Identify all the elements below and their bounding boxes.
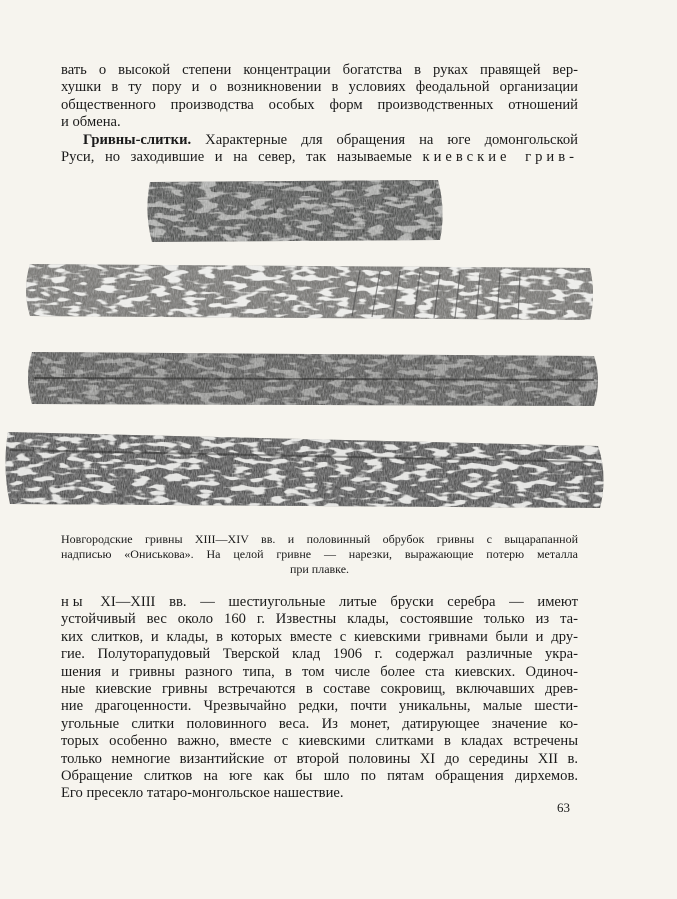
top-paragraph [61, 62, 578, 166]
silver-ingots-photo [0, 170, 677, 520]
caption-line: надписью «Ониськова». На целой гривне — нарезки, выражающие потерю металла [61, 547, 578, 561]
text-line: вать о высокой степени концентрации богатства в руках правящей вер- [61, 62, 578, 78]
ingot-light [20, 260, 600, 324]
text-line: Его пресекло татаро-монгольское нашествие. [61, 785, 344, 802]
text-line: общественного производства особых форм производственных отношений [61, 96, 578, 113]
section-heading-line [61, 132, 578, 149]
figure-caption [61, 532, 578, 577]
section-line-start: Руси, но заходившие и на север, так называемые [61, 149, 423, 166]
page-number: 63 [557, 800, 570, 815]
section-heading: Гривны-слитки. [83, 131, 192, 148]
text-line: ких слитков, и клады, в которых вместе с киевскими гривнами были и дру- [61, 628, 578, 645]
text-line [61, 594, 578, 611]
spaced-term: ны [61, 594, 87, 610]
text-line: шения и гривны разного типа, в том числе более ста киевских. Одиноч- [61, 663, 578, 680]
text-line: Обращение слитков на юге как бы шло по пятам обращения дирхемов. [61, 768, 578, 785]
text-line: гие. Полуторапудовый Тверской клад 1906 г. содержал различные укра- [61, 646, 578, 663]
text-line: ние драгоценности. Чрезвычайно редки, почти уникальны, малые шести- [61, 698, 578, 715]
text-line: и обмена. [61, 114, 121, 131]
text-line: угольные слитки половинного веса. Из монет, датирующее значение ко- [61, 715, 578, 732]
text-line [61, 149, 578, 166]
section-heading-rest: Характерные для обращения на юге домонгольской [191, 131, 578, 148]
text-line-rest: XI—XIII вв. — шестиугольные литые бруски серебра — имеют [86, 594, 578, 610]
text-line: торых особенно важно, вместе с киевскими слитками в кладах встречены [61, 733, 578, 750]
spaced-term: киевские грив- [422, 149, 578, 166]
text-line: только немногие византийские от второй половины XI до середины XII в. [61, 750, 578, 767]
text-line: хушки в ту пору и о возникновении в условиях феодальной организации [61, 79, 578, 96]
text-line: устойчивый вес около 160 г. Известны клады, состоявшие только из та- [61, 611, 578, 628]
caption-line: при плавке. [289, 562, 350, 576]
bottom-paragraph [61, 594, 578, 803]
ingot-dark [24, 348, 606, 410]
caption-line: Новгородские гривны XIII—XIV вв. и половинный обрубок гривны с выцарапанной [61, 532, 578, 546]
text-line: ные киевские гривны встречаются в составе сокровищ, включавших древ- [61, 681, 578, 698]
ingot-large [0, 428, 610, 512]
ingot-half-fragment [140, 175, 450, 247]
